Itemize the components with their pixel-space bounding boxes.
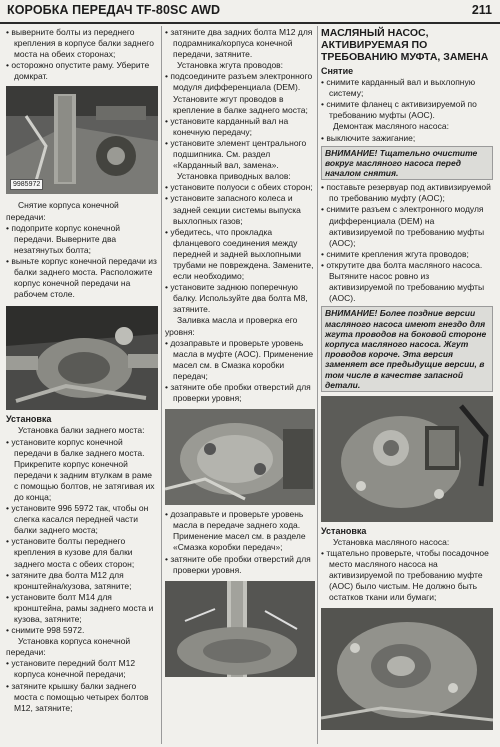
list-item: • установите заднюю поперечную балку. Используйте два болта M8, затяните. <box>165 282 315 315</box>
section-title-removal: Снятие <box>321 66 354 76</box>
list-item: • дозаправьте и проверьте уровень масла в передаче заднего хода. Применение масел см. в разделе «Смазка коробки передач»; <box>165 509 315 553</box>
list-item: • установите болт M14 для кронштейна, рамы заднего моста и кузова, затяните; <box>6 592 158 625</box>
list-item: • снимите 998 5972. <box>6 625 158 636</box>
photo-oil-pump <box>321 396 493 522</box>
list-item: • выньте корпус конечной передачи из балки заднего моста. Расположите корпус конечной передачи на рабочем столе. <box>6 256 158 300</box>
warning-box: ВНИМАНИЕ! Более поздние версии масляного насоса имеют гнездо для жгута проводов на боковой стороне корпуса масляного насоса. Жгут проводов короче. Эта версия заменяет все предыдущие версии, в том числе в качестве запасной детали. <box>321 306 493 392</box>
list-item: • тщательно проверьте, чтобы посадочное место масляного насоса на активизируемой по требованию муфте (AOC) было чистым. Не должно быть остатков ткани или бумаги; <box>321 548 493 603</box>
paragraph: Установка корпуса конечной передачи: <box>6 636 131 658</box>
section-heading: МАСЛЯНЫЙ НАСОС, АКТИВИРУЕМАЯ ПО ТРЕБОВАНИЮ МУФТА, ЗАМЕНА <box>321 27 489 63</box>
column-divider <box>161 26 162 744</box>
list-item: • установите корпус конечной передачи в балке заднего моста. Прикрепите корпус конечной передачи к задним втулкам в раме с помощью болтов, не затягивая их до конца; <box>6 437 158 504</box>
list-item: • подсоедините разъем электронного модуля дифференциала (DEM). Установите жгут проводов в крепление в балке заднего моста; <box>165 71 315 115</box>
photo-pump-seat-image <box>321 608 493 730</box>
list-item: • затяните обе пробки отверстий для проверки уровня. <box>165 554 315 576</box>
column-1 <box>6 27 158 714</box>
list-item: • затяните обе пробки отверстий для проверки уровня; <box>165 382 315 404</box>
photo-reverse-gear <box>165 581 315 677</box>
photo-pump-seat <box>321 608 493 730</box>
paragraph: Заливка масла и проверка его уровня: <box>165 315 298 337</box>
section-title-install: Установка <box>6 414 52 425</box>
chapter-title: КОРОБКА ПЕРЕДАЧ TF-80SC AWD <box>7 3 221 17</box>
list-item: • снимите крепления жгута проводов; <box>321 249 493 260</box>
column-3 <box>321 27 493 730</box>
list-item: • выверните болты из переднего крепления в корпусе балки заднего моста на обеих сторонах; <box>6 27 158 60</box>
paragraph: Установка жгута проводов: <box>177 60 284 71</box>
list-item: • установите карданный вал на конечную передачу; <box>165 116 315 138</box>
page-header <box>0 0 500 24</box>
list-item: • установите полуоси с обеих сторон; <box>165 182 315 193</box>
photo-frame-lifting <box>6 86 158 194</box>
list-item: • дозаправьте и проверьте уровень масла в муфте (AOC). Применение масел см. в Смазка коробки передач; <box>165 338 315 382</box>
list-item: • убедитесь, что прокладка фланцевого соединения между передней и задней выхлопными трубами не повреждена. Замените, если необходимо; <box>165 227 315 282</box>
photo-coupling-plugs <box>165 409 315 505</box>
column-divider <box>317 26 318 744</box>
paragraph: Снятие корпуса конечной передачи: <box>6 200 119 222</box>
paragraph: Установка приводных валов: <box>177 171 291 182</box>
photo-oil-pump-image <box>321 396 493 522</box>
list-item: • снимите карданный вал и выхлопную систему; <box>321 77 493 99</box>
photo-coupling-plugs-image <box>165 409 315 505</box>
list-item: • открутите два болта масляного насоса. Вытяните насос ровно из активизируемой по требованию муфты (AOC). <box>321 260 493 304</box>
list-item: • установите передний болт M12 корпуса конечной передачи; <box>6 658 158 680</box>
paragraph: Установка масляного насоса: <box>333 537 450 548</box>
column-2 <box>165 27 315 677</box>
list-item: • установите болты переднего крепления в кузове для балки заднего моста с обеих сторон; <box>6 536 158 569</box>
photo-caption: 9985972 <box>10 179 43 190</box>
list-item: • снимите фланец с активизируемой по требованию муфты (AOC). <box>321 99 493 121</box>
list-item: • затяните два болта M12 для кронштейна/кузова, затяните; <box>6 570 158 592</box>
page-number: 211 <box>471 3 492 17</box>
list-item: • установите запасного колеса и задней секции системы выпуска выхлопных газов; <box>165 193 315 226</box>
list-item: • поставьте резервуар под активизируемой по требованию муфту (AOC); <box>321 182 493 204</box>
warning-box: ВНИМАНИЕ! Тщательно очистите вокруг масляного насоса перед началом снятия. <box>321 146 493 181</box>
paragraph: Демонтаж масляного насоса: <box>333 121 449 132</box>
section-title-install: Установка <box>321 525 367 536</box>
list-item: • установите 996 5972 так, чтобы он слегка касался передней части балки заднего моста; <box>6 503 158 536</box>
photo-axle-housing-image <box>6 306 158 410</box>
list-item: • снимите разъем с электронного модуля дифференциала (DEM) на активизируемой по требованию муфты (AOC); <box>321 204 493 248</box>
list-item: • затяните два задних болта M12 для подрамника/корпуса конечной передачи, затяните. <box>165 27 315 60</box>
list-item: • осторожно опустите раму. Уберите домкрат. <box>6 60 158 82</box>
list-item: • выключите зажигание; <box>321 133 493 144</box>
list-item: • установите элемент центрального подшипника. См. раздел «Карданный вал, замена». <box>165 138 315 171</box>
paragraph: Установка балки заднего моста: <box>18 425 145 436</box>
photo-axle-housing <box>6 306 158 410</box>
list-item: • затяните крышку балки заднего моста с помощью четырех болтов M12, затяните; <box>6 681 158 714</box>
list-item: • подоприте корпус конечной передачи. Выверните два незатянутых болта; <box>6 223 158 256</box>
photo-reverse-gear-image <box>165 581 315 677</box>
photo-frame-lifting-image <box>6 86 158 194</box>
